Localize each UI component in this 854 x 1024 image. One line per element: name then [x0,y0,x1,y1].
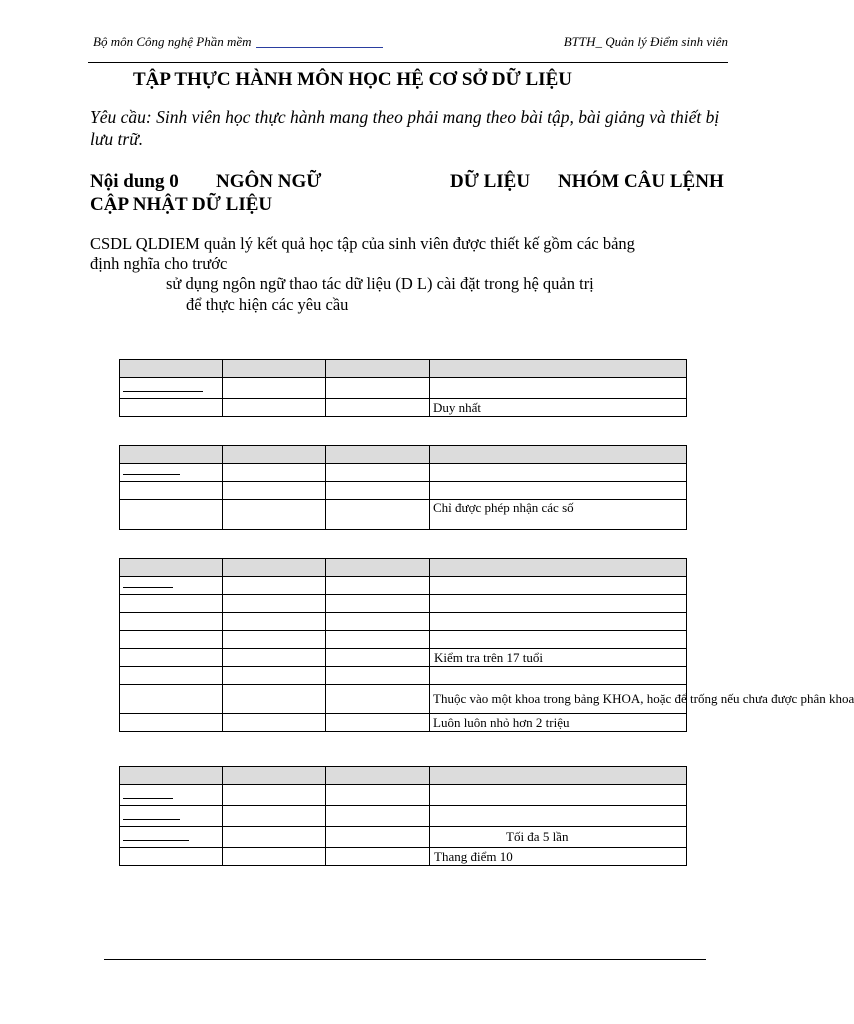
section-part-2: NGÔN NGỮ [216,171,322,192]
table-row [120,378,687,399]
table-row [120,500,687,530]
section-line-2: CẬP NHẬT DỮ LIỆU [90,194,273,215]
footer-divider [104,959,706,960]
table-note: Thuộc vào một khoa trong bảng KHOA, hoặc để trống nếu chưa được phân khoa [430,685,687,714]
table-header-row [120,559,687,577]
table-row [120,667,687,685]
table-note: Luôn luôn nhỏ hơn 2 triệu [430,714,687,732]
table-row [120,482,687,500]
header-right: BTTH_ Quản lý Điểm sinh viên [563,34,728,49]
table-note: Chỉ được phép nhận các số [430,500,687,530]
table-header-row [120,360,687,378]
schema-table-3 [119,558,854,732]
section-heading [90,171,750,217]
section-part-1: Nội dung 0 [90,171,179,192]
table-row [120,577,687,595]
key-underline [123,586,173,588]
table-row [120,464,687,482]
table-row [120,785,687,806]
page-title: TẬP THỰC HÀNH MÔN HỌC HỆ CƠ SỞ DỮ LIỆU [133,69,572,90]
key-underline [123,473,180,475]
header-blank-line [256,47,383,48]
table-header-row [120,767,687,785]
key-underline [123,390,203,392]
table-row [120,399,687,417]
header-divider [88,62,728,63]
key-underline [123,797,173,799]
body-line-1: CSDL QLDIEM quản lý kết quả học tập của sinh viên được thiết kế gồm các bảng [90,234,635,253]
header-department: Bộ môn Công nghệ Phần mềm [93,34,252,49]
table-note: Tối đa 5 lần [430,827,687,848]
schema-table-1 [119,359,687,417]
table-row [120,685,687,714]
body-line-2: định nghĩa cho trước [90,254,228,273]
schema-table-4 [119,766,687,866]
section-part-4: NHÓM CÂU LỆNH [558,171,724,192]
body-line-3: sử dụng ngôn ngữ thao tác dữ liệu (D L) cài đặt trong hệ quản trị [166,274,594,293]
table-note: Duy nhất [430,399,687,417]
table-row [120,827,687,848]
key-underline [123,839,189,841]
table-note: Thang điểm 10 [430,848,687,866]
body-line-4: để thực hiện các yêu cầu [186,295,349,314]
header-left [93,34,383,50]
table-row [120,649,687,667]
table-note [430,378,687,399]
requirement-text: Yêu cầu: Sinh viên học thực hành mang theo phải mang theo bài tập, bài giảng và thiết bị lưu trữ. [90,107,720,149]
key-underline [123,818,180,820]
body-paragraph [90,234,635,274]
table-header-row [120,446,687,464]
table-row [120,613,687,631]
table-note: Kiểm tra trên 17 tuổi [430,649,687,667]
table-row [120,806,687,827]
table-row [120,595,687,613]
table-row [120,631,687,649]
schema-table-2 [119,445,687,530]
section-part-3: DỮ LIỆU [450,171,531,192]
table-row [120,848,687,866]
table-row [120,714,687,732]
